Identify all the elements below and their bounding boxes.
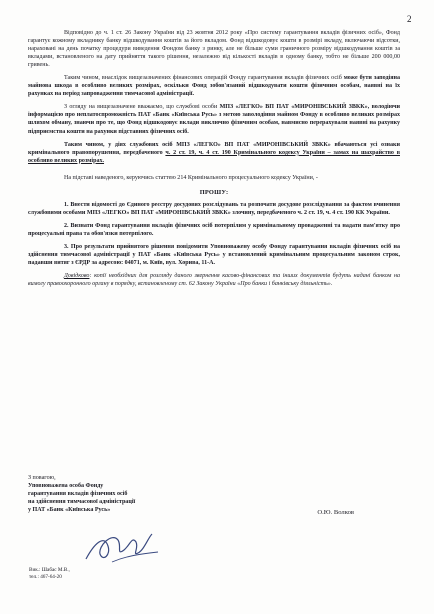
paragraph-officials-bold: МПЗ «ЛЕГКО» ВП ПАТ «МИРОНІВСЬКИЙ ЗВКК», володіючи інформацією про неплатоспроможність ПАТ «Банк «Київська Русь» з метою заволодіння майном Фонду в особливо великих розмірах шляхом обману, знаючи про те, що Фонд відшкодовує вклади виключно фізичним особам, навмисно перерахували наявні на рахунку підприємства кошти на рахунки підставних фізичних осіб.	[28, 104, 400, 135]
paragraph-offence-article: ч. 2 ст. 19, ч. 4 ст. 190 Кримінального кодексу України – замах на шахрайство в особливо великих розмірах.	[28, 149, 400, 164]
sign-off-title-2: гарантування вкладів фізичних осіб	[28, 491, 128, 498]
paragraph-offence-lead: Таким чином, у діях службових осіб МПЗ «ЛЕГКО» ВП ПАТ «МИРОНІВСЬКИЙ ЗВКК» вбачаються усі ознаки кримінального правопорушення, передбаченого	[28, 141, 400, 156]
sign-off-greeting: З повагою,	[28, 475, 56, 481]
paragraph-damage-lead: Таким чином, внаслідок вищезазначених фінансових операцій Фонду гарантування вкладів фізичних осіб	[64, 75, 344, 82]
paragraph-offence	[28, 141, 400, 165]
request-item-1: 1. Внести відомості до Єдиного реєстру досудових розслідувань та розпочати досудове розслідування за фактом вчинення службовими особами МПЗ «ЛЕГКО» ВП ПАТ «МИРОНІВСЬКИЙ ЗВКК» злочину, передбаченого ч. 2 ст. 19, ч. 4 ст. 190 КК України.	[28, 201, 400, 216]
executor-phone: тел.: 467-64-20	[29, 574, 62, 580]
paragraph-officials-lead: З огляду на вищезазначене вважаємо, що службові особи	[64, 104, 220, 111]
request-item-3: 3. Про результати прийнятого рішення повідомити Уповноважену особу Фонду гарантування вкладів фізичних осіб на здійснення тимчасової адміністрації у ПАТ «Банк «Київська Русь» у встановлений кримінальним процесуальним законом строк, падавши витяг з ЄРДР за адресою: 04071, м. Київ, вул. Хорива, 11-А.	[28, 243, 400, 267]
handwritten-signature	[82, 526, 162, 566]
reference-note-text: : копії необхідних для розгляду даного звернення касово-фінансових та інших документів будуть надані банком на вимогу правоохоронного органу в порядку, встановленому ст. 62 Закону України «Про банки і банківську діяльність».	[28, 273, 400, 288]
paragraph-deposit-guarantee: Відповідно до ч. 1 ст. 26 Закону України від 23 жовтня 2012 року «Про систему гарантування вкладів фізичних осіб», Фонд гарантує кожному вкладнику банку відшкодування коштів за його вкладом. Фонд відшкодовує кошти в розмірі вкладу, включаючи відсотки, нараховані на день початку процедури виведення Фондом банку з ринку, але не більше суми граничного розміру відшкодування коштів за вкладами, встановленого на дату прийняття такого рішення, незалежно від кількості вкладів в одному банку, тобто не більше 200 000,00 гривень.	[28, 30, 400, 69]
signer-name: О.Ю. Волков	[317, 509, 354, 516]
letter-body	[28, 29, 400, 288]
sign-off-title-3: на здійснення тимчасової адміністрації	[28, 499, 136, 506]
page-number: 2	[407, 14, 412, 24]
paragraph-damage	[28, 74, 400, 98]
paragraph-damage-bold: може бути заподіяна майнова шкода в особливо великих розмірах, оскільки Фонд зобов'язаний відшкодувати кошти фізичним особам, наявні на їх рахунках на період запровадження тимчасової адміністрації.	[28, 75, 401, 98]
paragraph-legal-basis: На підставі наведеного, керуючись статтею 214 Кримінального процесуального кодексу України, -	[64, 174, 318, 181]
paragraph-officials	[28, 103, 400, 135]
executor-info	[29, 567, 70, 581]
reference-note-lead: Довідково	[64, 273, 90, 280]
sign-off-title-1: Уповноважена особа Фонду	[28, 483, 104, 490]
reference-note	[28, 272, 400, 288]
request-heading: ПРОШУ:	[199, 188, 229, 196]
sign-off-title-4: у ПАТ «Банк «Київська Русь»	[28, 507, 111, 514]
request-item-2: 2. Визнати Фонд гарантування вкладів фізичних осіб потерпілим у кримінальному провадженні та надати пам'ятку про процесуальні права та обов'язки потерпілого.	[28, 222, 400, 237]
executor-name: Вик.: Шабас М.В.,	[29, 567, 70, 573]
